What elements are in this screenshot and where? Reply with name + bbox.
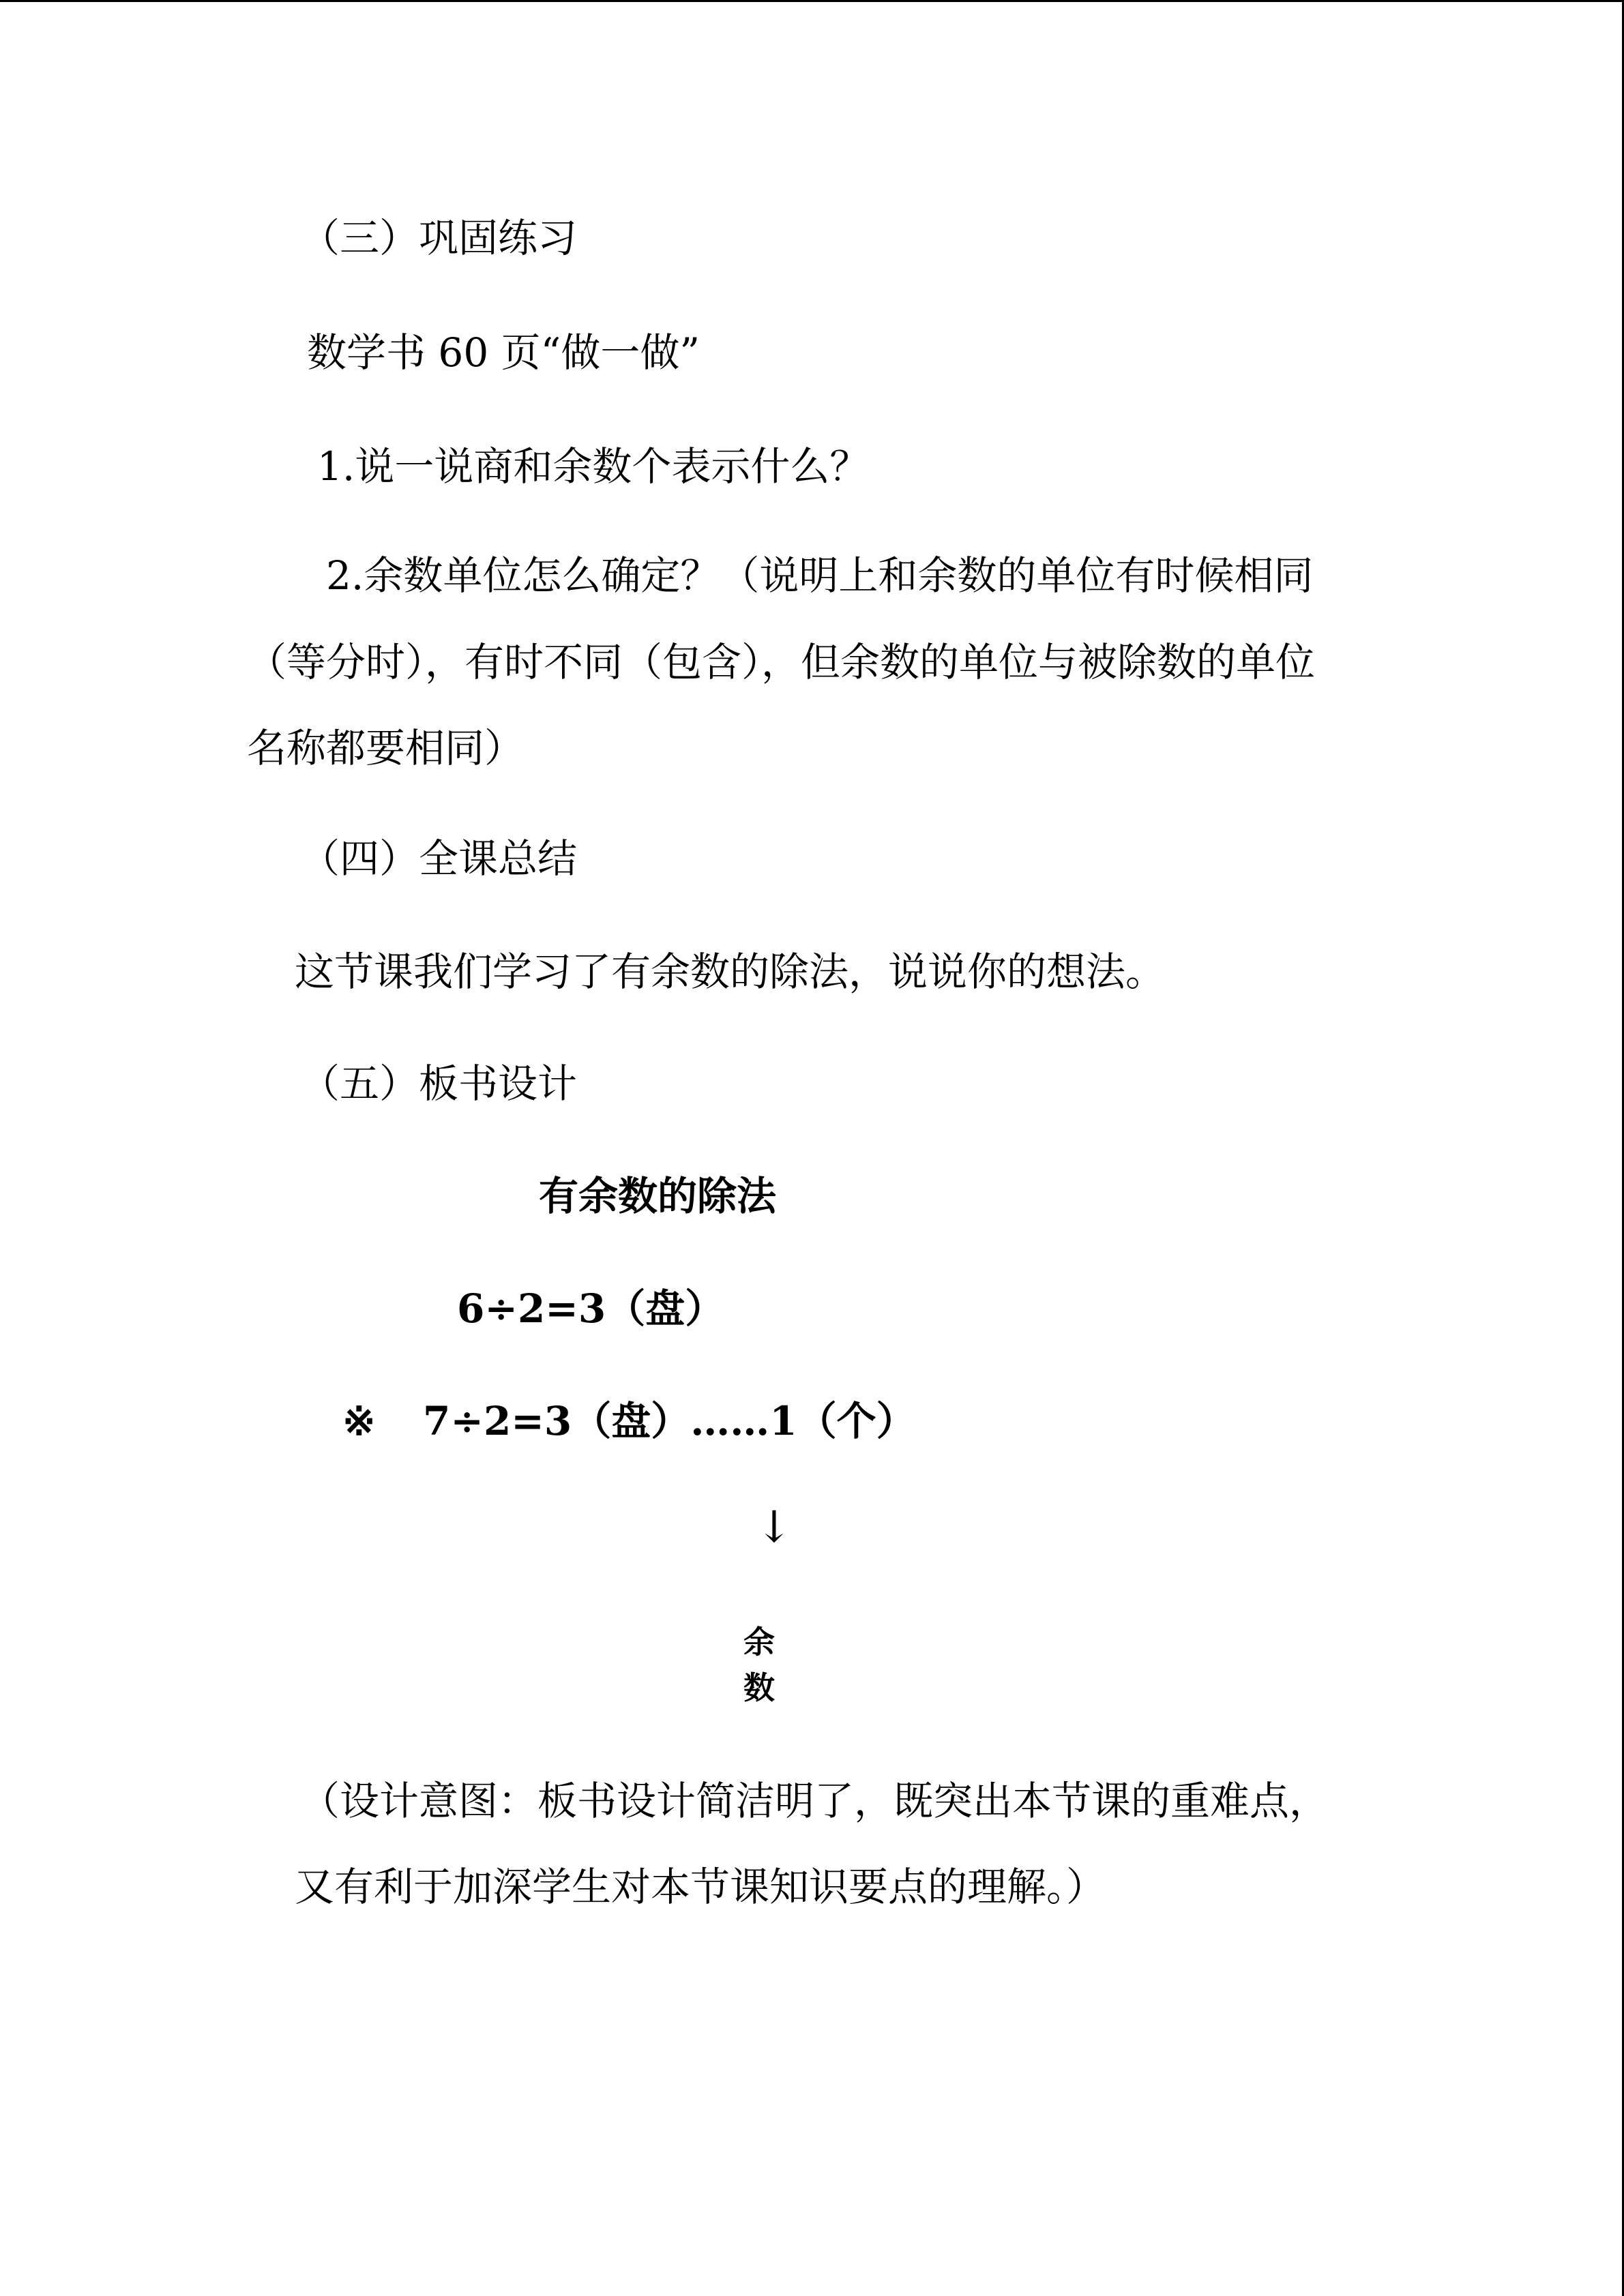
- board-title: 有余数的除法: [539, 1173, 777, 1219]
- remainder-label-char-2: 数: [743, 1669, 775, 1706]
- board-equation-2: 7÷2=3（盘）……1（个）: [423, 1398, 916, 1444]
- section4-heading: （四）全课总结: [300, 835, 578, 882]
- section3-heading: （三）巩固练习: [300, 215, 578, 261]
- design-intent-line1: （设计意图：板书设计简洁明了，既突出本节课的重难点，: [300, 1778, 1329, 1824]
- board-equation-1: 6÷2=3（盘）: [457, 1285, 725, 1332]
- remainder-label-char-1: 余: [743, 1624, 775, 1660]
- section3-question2-line2: （等分时），有时不同（包含），但余数的单位与被除数的单位: [247, 639, 1316, 685]
- section3-question2-line1: 2.余数单位怎么确定？（说明上和余数的单位有时候相同: [326, 552, 1314, 599]
- section5-heading: （五）板书设计: [300, 1060, 578, 1107]
- section3-question1: 1.说一说商和余数个表示什么？: [317, 443, 870, 490]
- section3-question2-line3: 名称都要相同）: [247, 725, 525, 771]
- design-intent-line2: 又有利于加深学生对本节课知识要点的理解。）: [295, 1864, 1106, 1910]
- page-border-top: [0, 0, 1624, 2]
- board-equation-2-mark: ※: [342, 1398, 376, 1444]
- section4-text: 这节课我们学习了有余数的除法，说说你的想法。: [295, 949, 1166, 995]
- section3-book-ref: 数学书 60 页“做一做”: [307, 329, 700, 376]
- down-arrow-icon: ↓: [756, 1502, 793, 1553]
